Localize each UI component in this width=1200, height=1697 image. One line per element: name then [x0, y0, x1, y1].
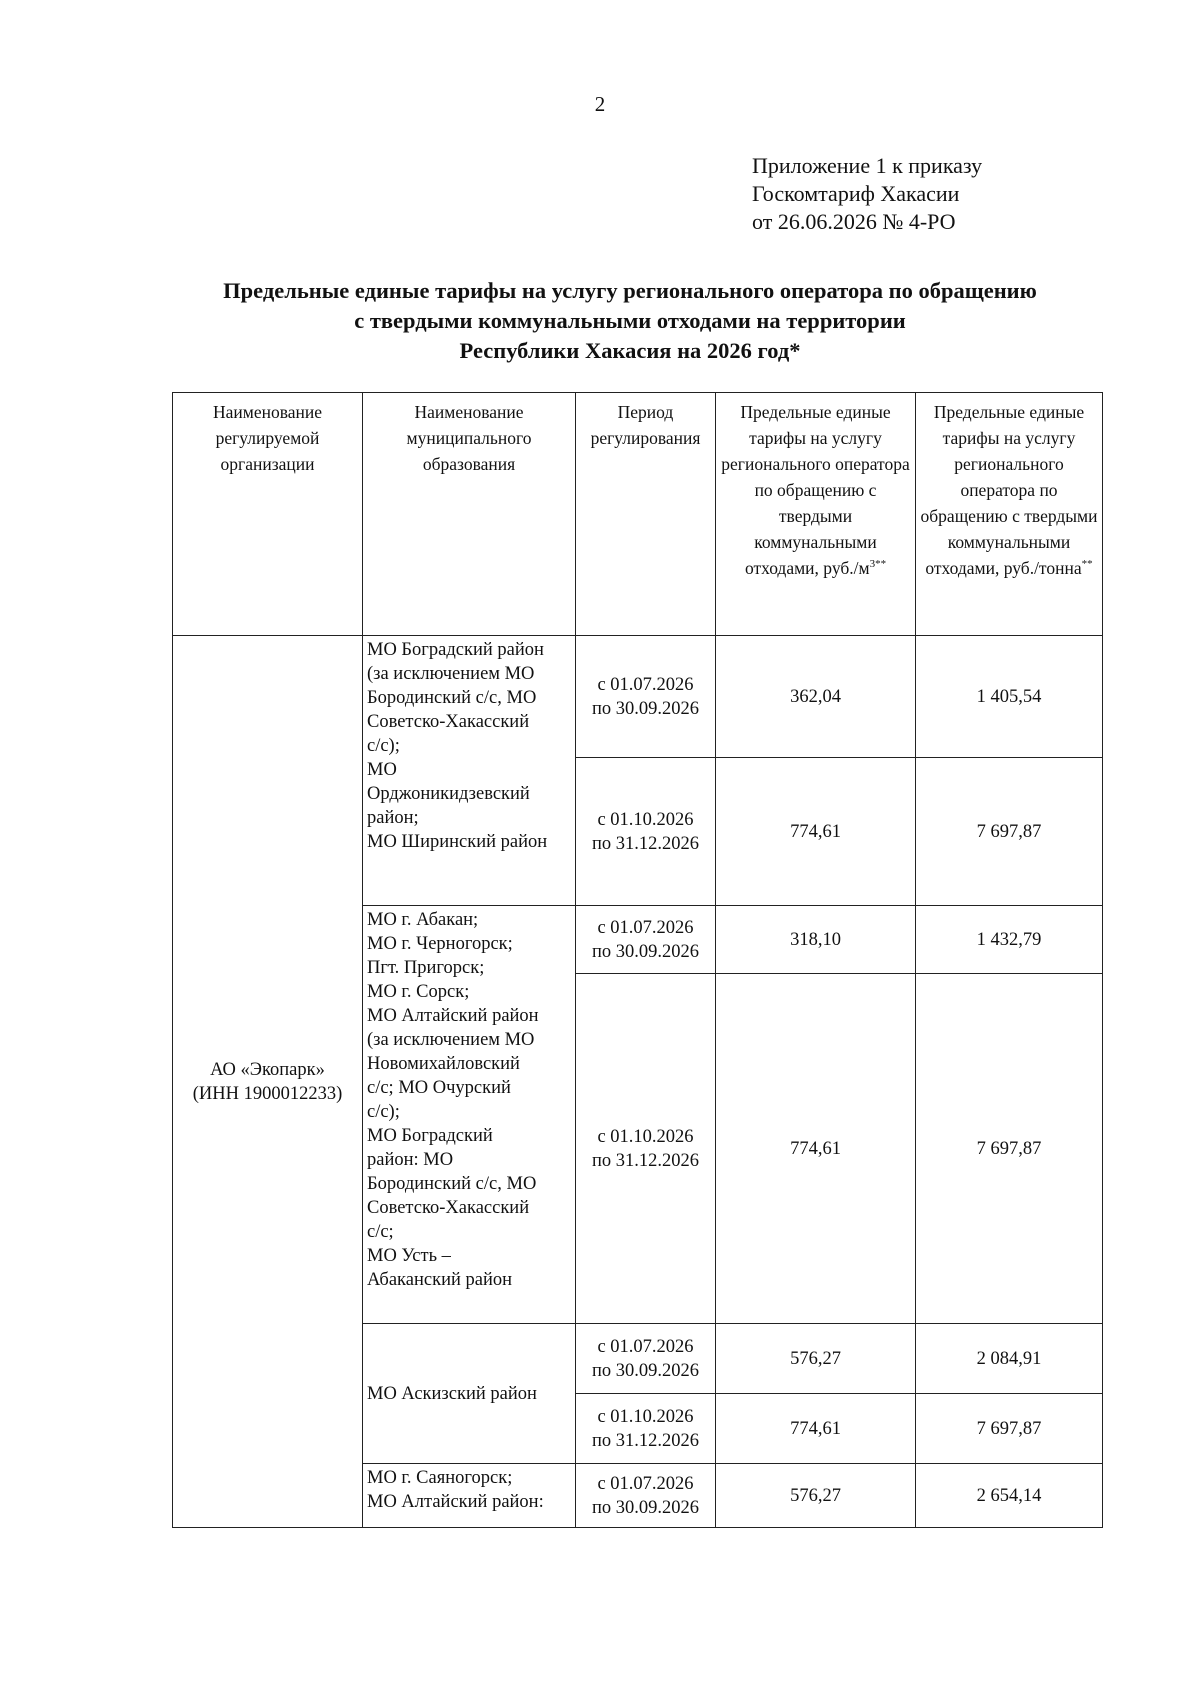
- period-cell: [576, 1464, 716, 1528]
- municipality-line: МО Боградский: [367, 1126, 493, 1146]
- municipality-line: с/с);: [367, 736, 400, 756]
- tariff-table: [172, 392, 1103, 1528]
- tariff-ton-cell: 7 697,87: [916, 1394, 1103, 1464]
- tariff-m3-cell: 362,04: [716, 636, 916, 758]
- municipality-line: МО г. Черногорск;: [367, 934, 513, 954]
- tariff-ton-cell: 7 697,87: [916, 758, 1103, 906]
- municipality-line: Бородинский с/с, МО: [367, 688, 537, 708]
- period-cell: [576, 1324, 716, 1394]
- period-from: с 01.07.2026: [597, 917, 694, 938]
- municipality-line: Новомихайловский: [367, 1054, 520, 1074]
- header-municipality: Наименование муниципального образования: [363, 393, 576, 636]
- municipality-line: МО г. Саяногорск;: [367, 1468, 513, 1488]
- period-cell: [576, 1394, 716, 1464]
- period-cell: [576, 974, 716, 1324]
- organization-inn: (ИНН 1900012233): [192, 1083, 343, 1104]
- period-from: с 01.07.2026: [597, 674, 694, 695]
- period-to: по 30.09.2026: [591, 941, 700, 962]
- municipality-cell: [363, 636, 576, 906]
- tariff-m3-cell: 318,10: [716, 906, 916, 974]
- municipality-line: (за исключением МО: [367, 1030, 535, 1050]
- municipality-line: район;: [367, 808, 419, 828]
- municipality-line: МО Усть –: [367, 1246, 451, 1266]
- organization-name: АО «Экопарк»: [210, 1059, 325, 1080]
- municipality-line: МО Аскизский район: [367, 1383, 537, 1404]
- tariff-m3-cell: 774,61: [716, 1394, 916, 1464]
- period-from: с 01.10.2026: [597, 1126, 694, 1147]
- period-to: по 31.12.2026: [591, 1430, 700, 1451]
- municipality-line: с/с; МО Очурский: [367, 1078, 511, 1098]
- municipality-line: МО г. Сорск;: [367, 982, 470, 1002]
- appendix-line: Приложение 1 к приказу: [752, 153, 983, 178]
- document-title: [150, 276, 1110, 366]
- municipality-line: МО Алтайский район:: [367, 1492, 544, 1512]
- header-organization: Наименование регулируемой организации: [173, 393, 363, 636]
- municipality-cell: [363, 1324, 576, 1464]
- period-to: по 31.12.2026: [591, 1150, 700, 1171]
- period-to: по 30.09.2026: [591, 1360, 700, 1381]
- appendix-reference: [752, 152, 982, 236]
- appendix-line: от 26.06.2026 № 4-РО: [752, 209, 956, 234]
- municipality-line: Орджоникидзевский: [367, 784, 530, 804]
- municipality-line: с/с);: [367, 1102, 400, 1122]
- municipality-line: МО Алтайский район: [367, 1006, 539, 1026]
- tariff-m3-cell: 576,27: [716, 1464, 916, 1528]
- municipality-cell: [363, 906, 576, 1324]
- municipality-line: МО: [367, 760, 397, 780]
- header-tariff-ton: Предельные единые тарифы на услугу регионального оператора по обращению с твердыми коммунальными отходами, руб./тонна**: [916, 393, 1103, 636]
- municipality-line: район: МО: [367, 1150, 454, 1170]
- period-from: с 01.10.2026: [597, 1406, 694, 1427]
- period-from: с 01.10.2026: [597, 809, 694, 830]
- table-row: [173, 636, 1103, 758]
- tariff-m3-cell: 576,27: [716, 1324, 916, 1394]
- page-number: 2: [594, 92, 606, 116]
- period-cell: [576, 758, 716, 906]
- municipality-line: с/с;: [367, 1222, 394, 1242]
- period-cell: [576, 906, 716, 974]
- period-to: по 30.09.2026: [591, 1497, 700, 1518]
- municipality-line: (за исключением МО: [367, 664, 535, 684]
- tariff-ton-cell: 2 654,14: [916, 1464, 1103, 1528]
- municipality-line: Бородинский с/с, МО: [367, 1174, 537, 1194]
- municipality-line: МО Боградский район: [367, 640, 544, 660]
- tariff-m3-cell: 774,61: [716, 974, 916, 1324]
- title-line: с твердыми коммунальными отходами на территории: [354, 308, 906, 333]
- municipality-line: Пгт. Пригорск;: [367, 958, 485, 978]
- tariff-ton-cell: 2 084,91: [916, 1324, 1103, 1394]
- municipality-cell: [363, 1464, 576, 1528]
- title-line: Республики Хакасия на 2026 год*: [459, 338, 801, 363]
- municipality-line: Абаканский район: [367, 1270, 513, 1290]
- header-period: Период регулирования: [576, 393, 716, 636]
- period-cell: [576, 636, 716, 758]
- period-from: с 01.07.2026: [597, 1473, 694, 1494]
- municipality-line: МО Ширинский район: [367, 832, 548, 852]
- header-tariff-m3: Предельные единые тарифы на услугу регионального оператора по обращению с твердыми коммунальными отходами, $руб./м^{3**}$: [716, 393, 916, 636]
- period-from: с 01.07.2026: [597, 1336, 694, 1357]
- period-to: по 31.12.2026: [591, 833, 700, 854]
- appendix-line: Госкомтариф Хакасии: [752, 181, 960, 206]
- organization-cell: [173, 636, 363, 1528]
- table-header-row: [173, 393, 1103, 636]
- tariff-ton-cell: 1 405,54: [916, 636, 1103, 758]
- tariff-ton-cell: 7 697,87: [916, 974, 1103, 1324]
- municipality-line: МО г. Абакан;: [367, 910, 479, 930]
- municipality-line: Советско-Хакасский: [367, 712, 530, 732]
- municipality-line: Советско-Хакасский: [367, 1198, 530, 1218]
- tariff-m3-cell: 774,61: [716, 758, 916, 906]
- title-line: Предельные единые тарифы на услугу регионального оператора по обращению: [223, 278, 1037, 303]
- period-to: по 30.09.2026: [591, 698, 700, 719]
- tariff-ton-cell: 1 432,79: [916, 906, 1103, 974]
